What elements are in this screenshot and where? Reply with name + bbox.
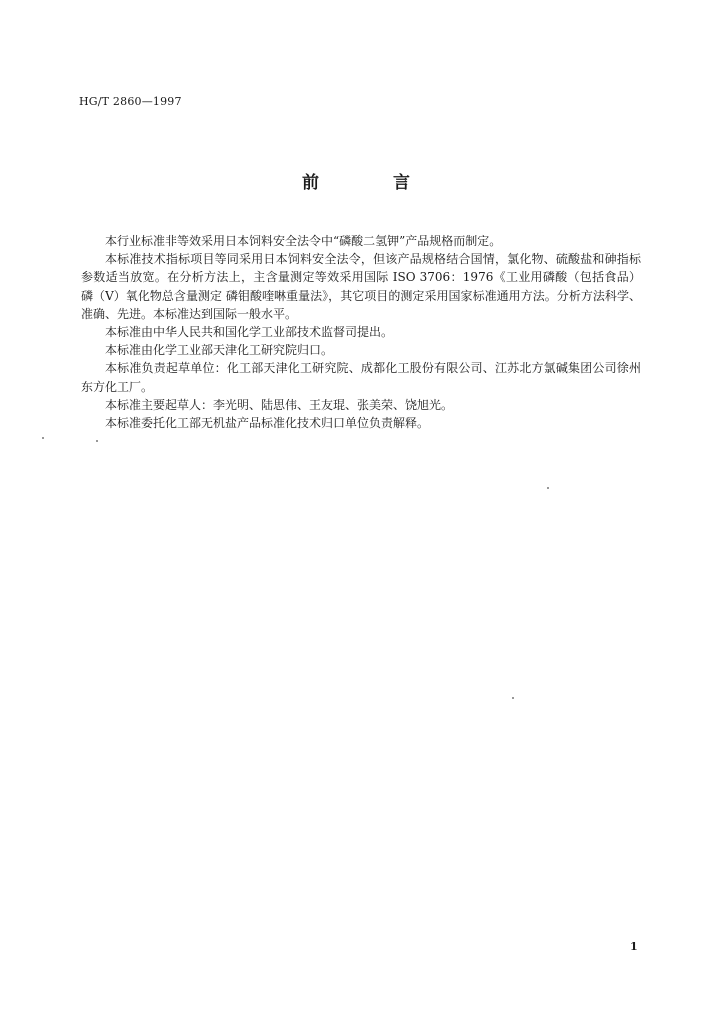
scan-speck bbox=[96, 440, 98, 442]
scan-speck bbox=[512, 697, 514, 699]
scan-speck bbox=[547, 487, 549, 489]
paragraph: 本标准技术指标项目等同采用日本饲料安全法令，但该产品规格结合国情，氯化物、硫酸盐和砷指标参数适当放宽。在分析方法上，主含量测定等效采用国际 ISO 3706：1976《工业用磷酸（包括食品） 磷（V）氧化物总含量测定 磷钼酸喹啉重量法》，其它项目的测定采用国家标准通用方法。分析方法科学、准确、先进。本标准达到国际一般水平。 bbox=[81, 252, 641, 321]
page-number: 1 bbox=[630, 940, 638, 953]
paragraph: 本标准主要起草人：李光明、陆思伟、王友琨、张美荣、饶旭光。 bbox=[105, 397, 454, 412]
paragraph: 本标准由中华人民共和国化学工业部技术监督司提出。 bbox=[105, 325, 394, 340]
paragraph: 本标准负责起草单位：化工部天津化工研究院、成都化工股份有限公司、江苏北方氯碱集团公司徐州东方化工厂。 bbox=[81, 361, 641, 394]
foreword-body bbox=[81, 232, 641, 432]
paragraph: 本标准由化学工业部天津化工研究院归口。 bbox=[105, 343, 334, 358]
scan-speck bbox=[42, 437, 44, 439]
document-code: HG/T 2860—1997 bbox=[79, 95, 182, 108]
paragraph: 本标准委托化工部无机盐产品标准化技术归口单位负责解释。 bbox=[105, 416, 430, 431]
section-title: 前 言 bbox=[302, 173, 444, 193]
paragraph: 本行业标准非等效采用日本饲料安全法令中“磷酸二氢钾”产品规格而制定。 bbox=[105, 234, 502, 248]
